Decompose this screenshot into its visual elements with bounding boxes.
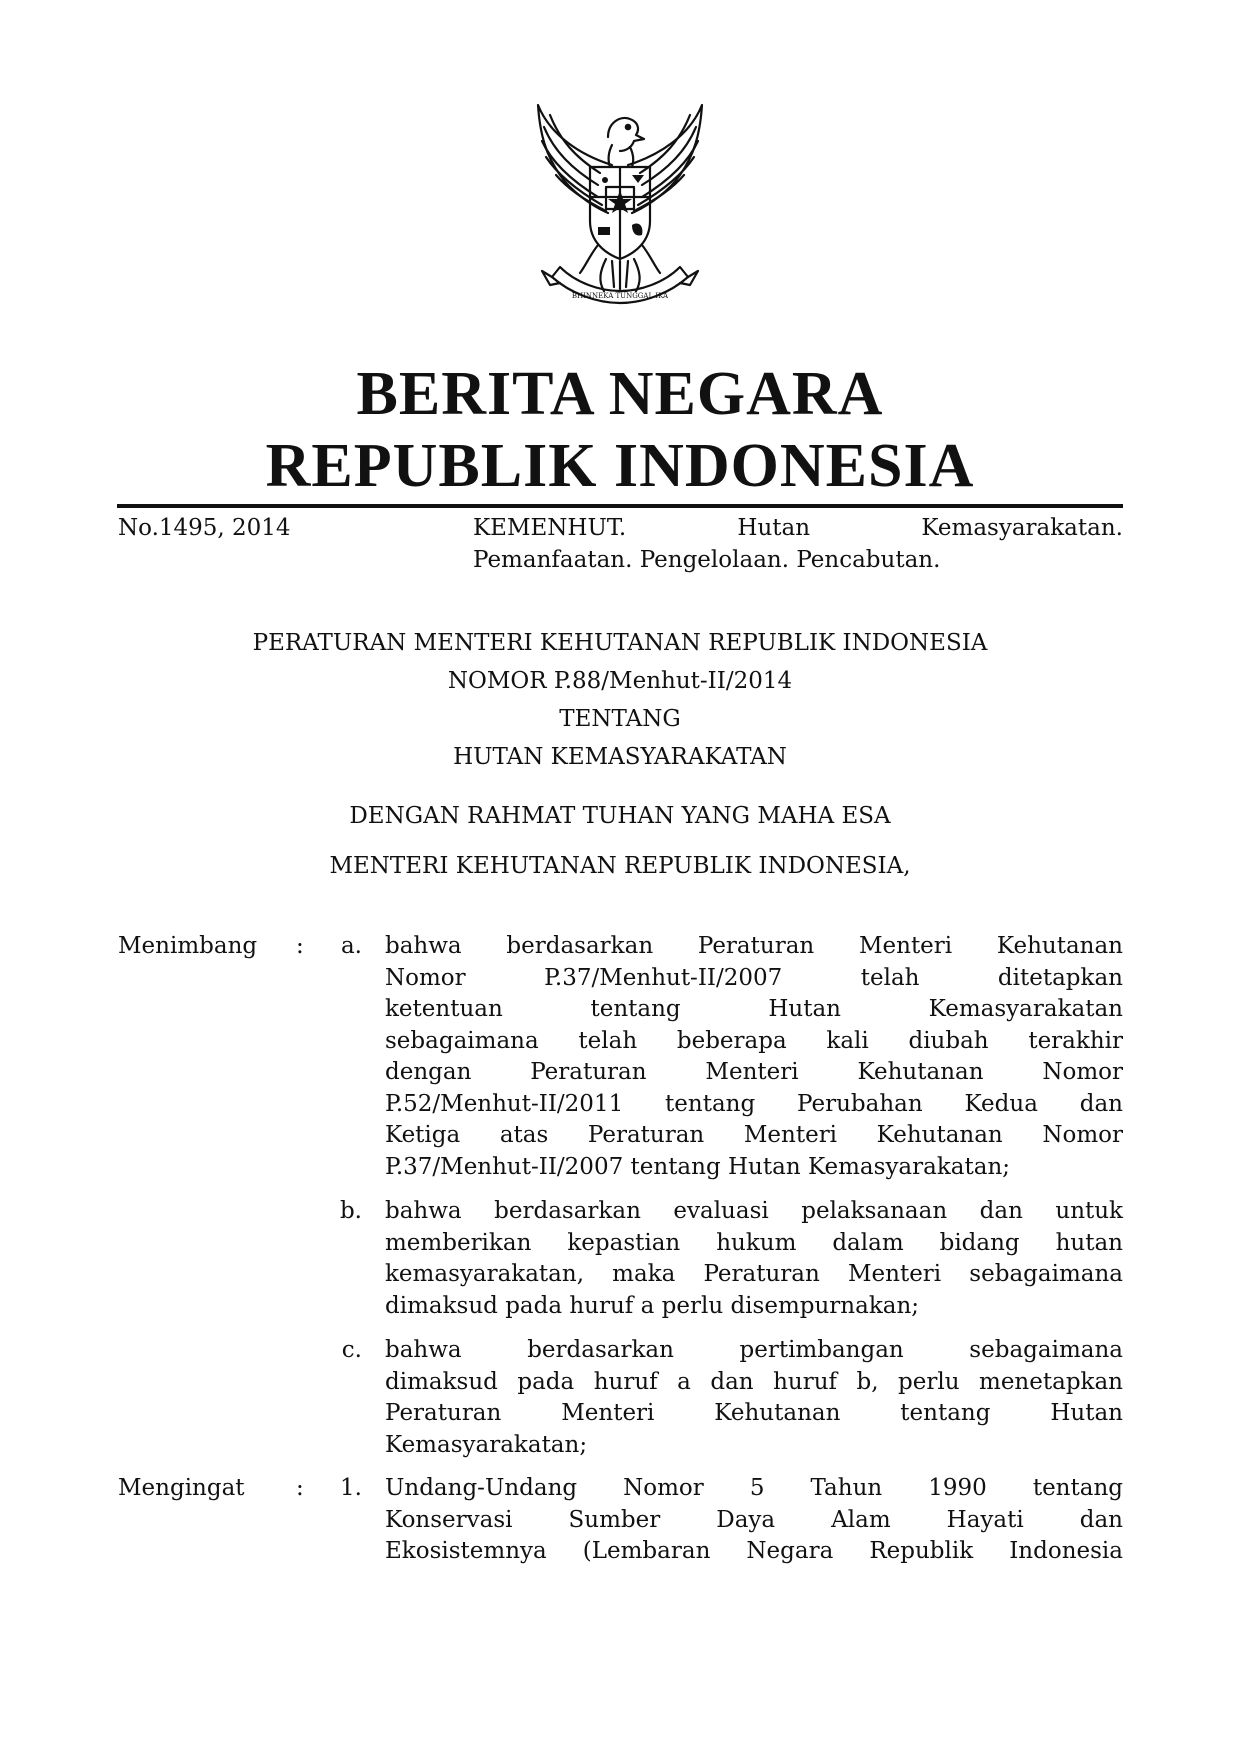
menimbang-marker-b: b.	[339, 1198, 362, 1224]
issue-description-line-2: Pemanfaatan. Pengelolaan. Pencabutan.	[473, 547, 941, 573]
menimbang-a-line: ketentuan tentang Hutan Kemasyarakatan	[385, 996, 1123, 1022]
masthead-line-2: REPUBLIK INDONESIA	[265, 432, 975, 500]
garuda-emblem-icon	[520, 95, 720, 315]
mengingat-colon: :	[296, 1475, 304, 1501]
menimbang-b-line: memberikan kepastian hukum dalam bidang hutan	[385, 1229, 1123, 1256]
menimbang-colon: :	[296, 933, 304, 959]
issue-topic-word-1: Hutan	[737, 515, 811, 541]
regulation-title-line-1: PERATURAN MENTERI KEHUTANAN REPUBLIK INDONESIA	[252, 630, 988, 656]
regulation-title-line-4: HUTAN KEMASYARAKATAN	[453, 744, 787, 770]
regulation-title	[0, 624, 1240, 776]
regulation-title-line-3: TENTANG	[559, 706, 681, 732]
mengingat-item-1	[385, 1473, 1123, 1568]
menimbang-a-line: P.52/Menhut-II/2011 tentang Perubahan Kedua dan	[385, 1090, 1123, 1117]
garuda-emblem-svg	[520, 95, 720, 315]
mengingat-marker-1: 1.	[340, 1475, 362, 1501]
menimbang-item-c	[385, 1335, 1123, 1461]
regulation-title-line-2: NOMOR P.88/Menhut-II/2014	[447, 668, 793, 694]
menimbang-a-line: Nomor P.37/Menhut-II/2007 telah ditetapkan	[385, 964, 1123, 991]
menimbang-marker-c: c.	[341, 1337, 362, 1363]
issue-ministry: KEMENHUT.	[473, 515, 627, 541]
masthead-rule	[117, 504, 1123, 508]
menimbang-a-line: dengan Peraturan Menteri Kehutanan Nomor	[385, 1059, 1123, 1085]
mengingat-1-line: Konservasi Sumber Daya Alam Hayati dan	[385, 1506, 1123, 1533]
menimbang-a-line: sebagaimana telah beberapa kali diubah terakhir	[385, 1027, 1123, 1054]
menimbang-b-line: kemasyarakatan, maka Peraturan Menteri sebagaimana	[385, 1261, 1123, 1287]
issue-description	[473, 512, 1123, 576]
menimbang-b-line: bahwa berdasarkan evaluasi pelaksanaan dan untuk	[385, 1198, 1123, 1224]
mengingat-1-line: Undang-Undang Nomor 5 Tahun 1990 tentang	[385, 1475, 1123, 1501]
menimbang-label: Menimbang	[118, 933, 258, 959]
motto-text: BHINNEKA TUNGGAL IKA	[571, 292, 669, 300]
menimbang-b-line: dimaksud pada huruf a perlu disempurnakan;	[385, 1292, 920, 1319]
menimbang-c-line: Kemasyarakatan;	[385, 1431, 588, 1458]
masthead-line-1: BERITA NEGARA	[356, 360, 884, 428]
menimbang-a-line: P.37/Menhut-II/2007 tentang Hutan Kemasyarakatan;	[385, 1153, 1011, 1180]
menimbang-a-line: Ketiga atas Peraturan Menteri Kehutanan Nomor	[385, 1122, 1123, 1148]
opening-line-1: DENGAN RAHMAT TUHAN YANG MAHA ESA	[349, 803, 891, 829]
issue-number: No.1495, 2014	[118, 515, 291, 541]
menimbang-c-line: bahwa berdasarkan pertimbangan sebagaimana	[385, 1337, 1123, 1363]
menimbang-a-line: bahwa berdasarkan Peraturan Menteri Kehutanan	[385, 933, 1123, 959]
menimbang-item-b	[385, 1196, 1123, 1322]
menimbang-c-line: Peraturan Menteri Kehutanan tentang Hutan	[385, 1400, 1123, 1426]
mengingat-1-line: Ekosistemnya (Lembaran Negara Republik Indonesia	[385, 1538, 1123, 1564]
issue-description-line-1	[473, 512, 1123, 544]
menimbang-marker-a: a.	[340, 933, 362, 959]
issue-topic-word-2: Kemasyarakatan.	[921, 515, 1123, 541]
opening-line-2: MENTERI KEHUTANAN REPUBLIK INDONESIA,	[329, 853, 911, 879]
menimbang-item-a	[385, 931, 1123, 1183]
opening-statement	[0, 791, 1240, 891]
menimbang-c-line: dimaksud pada huruf a dan huruf b, perlu menetapkan	[385, 1368, 1123, 1395]
mengingat-label: Mengingat	[118, 1475, 245, 1501]
